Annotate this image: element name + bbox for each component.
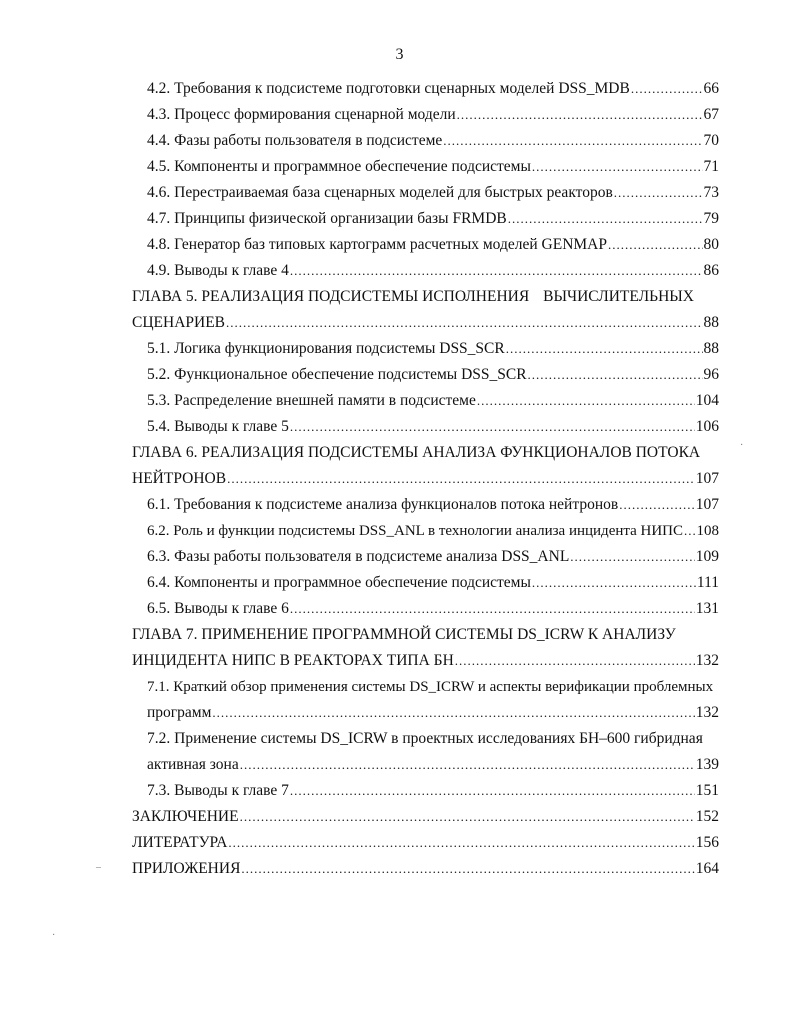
toc-entry-title: 5.4. Выводы к главе 5 [147, 418, 289, 435]
toc-entry-6-4[interactable] [147, 566, 719, 592]
toc-chapter-title: ГЛАВА 6. РЕАЛИЗАЦИЯ ПОДСИСТЕМЫ АНАЛИЗА ФУНКЦИОНАЛОВ ПОТОКА [132, 444, 701, 461]
toc-entry-6-3[interactable] [147, 540, 719, 566]
toc-entry-5-1[interactable] [147, 332, 719, 358]
toc-entry-4-7[interactable] [147, 202, 719, 228]
toc-chapter-7-line1[interactable] [132, 618, 719, 644]
toc-entry-title: 4.7. Принципы физической организации базы FRMDB [147, 210, 507, 227]
toc-chapter-title: ГЛАВА 5. РЕАЛИЗАЦИЯ ПОДСИСТЕМЫ ИСПОЛНЕНИЯ [132, 288, 530, 305]
toc-entry-4-6[interactable] [147, 176, 719, 202]
toc-entry-page: 67 [703, 106, 719, 123]
toc-entry-5-2[interactable] [147, 358, 719, 384]
toc-entry-page: 108 [696, 523, 719, 539]
dot-leader [684, 522, 695, 540]
toc-entry-6-2[interactable] [147, 514, 719, 540]
dot-leader [477, 392, 695, 410]
toc-entry-4-8[interactable] [147, 228, 719, 254]
toc-entry-title: 6.2. Роль и функции подсистемы DSS_ANL в технологии анализа инцидента НИПС [147, 523, 684, 539]
toc-entry-title: 5.2. Функциональное обеспечение подсистемы DSS_SCR [147, 366, 527, 383]
toc-entry-4-5[interactable] [147, 150, 719, 176]
toc-entry-title: 6.5. Выводы к главе 6 [147, 600, 289, 617]
dot-leader [290, 418, 695, 436]
toc-entry-page: 104 [695, 392, 719, 409]
toc-entry-7-3[interactable] [147, 774, 719, 800]
toc-entry-page: 96 [703, 366, 719, 383]
toc-entry-page: 156 [695, 834, 719, 851]
dot-leader [240, 808, 695, 826]
toc-entry-title: 4.6. Перестраиваемая база сценарных моделей для быстрых реакторов [147, 184, 613, 201]
toc-entry-5-4[interactable] [147, 410, 719, 436]
dot-leader [506, 340, 703, 358]
toc-entry-4-2[interactable] [147, 72, 719, 98]
toc-entry-5-3[interactable] [147, 384, 719, 410]
toc-entry-title: 5.1. Логика функционирования подсистемы DSS_SCR [147, 340, 505, 357]
toc-entry-7-2-line2[interactable] [147, 748, 719, 774]
toc-entry-page: 109 [695, 548, 719, 565]
dot-leader [528, 366, 703, 384]
toc-entry-page: 152 [695, 808, 719, 825]
toc-entry-page: 86 [703, 262, 719, 279]
toc-entry-title: 6.3. Фазы работы пользователя в подсистеме анализа DSS_ANL [147, 548, 570, 565]
dot-leader [226, 314, 702, 332]
toc-entry-page: 151 [695, 782, 719, 799]
toc-entry-title: 6.4. Компоненты и программное обеспечение подсистемы [147, 574, 531, 591]
toc-entry-title: ЛИТЕРАТУРА [132, 834, 228, 851]
dot-leader [227, 470, 695, 488]
toc-entry-page: 70 [703, 132, 719, 149]
dot-leader [570, 548, 694, 566]
toc-entry-title: 5.3. Распределение внешней памяти в подсистеме [147, 392, 476, 409]
toc-entry-title: 7.3. Выводы к главе 7 [147, 782, 289, 799]
scan-mark: · [52, 930, 56, 941]
dot-leader [508, 210, 703, 228]
toc-entry-title-cont: программ [147, 704, 212, 721]
toc-entry-title: 7.1. Краткий обзор применения системы DS_ICRW и аспекты верификации проблемных [147, 679, 714, 695]
toc-entry-6-5[interactable] [147, 592, 719, 618]
toc-chapter-title: ГЛАВА 7. ПРИМЕНЕНИЕ ПРОГРАММНОЙ СИСТЕМЫ DS_ICRW К АНАЛИЗУ [132, 626, 676, 643]
toc-entry-page: 79 [703, 210, 719, 227]
toc-chapter-6-line1[interactable] [132, 436, 719, 462]
toc-entry-page: 73 [703, 184, 719, 201]
dot-leader [228, 834, 694, 852]
toc-entry-page: 88 [703, 314, 719, 331]
toc-entry-page: 111 [696, 574, 719, 591]
toc-chapter-5-line2[interactable] [132, 306, 719, 332]
dot-leader [290, 262, 703, 280]
toc-entry-appendices[interactable] [132, 852, 719, 878]
toc-entry-page: 107 [695, 496, 719, 513]
dot-leader [212, 704, 694, 722]
toc-entry-title: ПРИЛОЖЕНИЯ [132, 860, 241, 877]
scan-mark: · [740, 440, 744, 451]
toc-chapter-title-cont: ВЫЧИСЛИТЕЛЬНЫХ [543, 288, 694, 305]
toc-entry-page: 80 [703, 236, 719, 253]
toc-entry-title: ЗАКЛЮЧЕНИЕ [132, 808, 239, 825]
toc-chapter-title: НЕЙТРОНОВ [132, 470, 227, 487]
toc-entry-title: 4.5. Компоненты и программное обеспечение подсистемы [147, 158, 531, 175]
toc-entry-conclusion[interactable] [132, 800, 719, 826]
toc-entry-page: 139 [695, 756, 719, 773]
dot-leader [290, 600, 695, 618]
toc-entry-page: 132 [695, 704, 719, 721]
toc-entry-page: 106 [695, 418, 719, 435]
dot-leader [532, 158, 703, 176]
page-number: 3 [395, 46, 404, 63]
scan-mark: – [96, 862, 101, 873]
toc-entry-title: 4.4. Фазы работы пользователя в подсистеме [147, 132, 443, 149]
toc-entry-title: 4.8. Генератор баз типовых картограмм расчетных моделей GENMAP [147, 236, 607, 253]
dot-leader [631, 80, 703, 98]
toc-entry-title: 4.9. Выводы к главе 4 [147, 262, 289, 279]
toc-entry-6-1[interactable] [147, 488, 719, 514]
toc-chapter-title: ИНЦИДЕНТА НИПС В РЕАКТОРАХ ТИПА БН [132, 652, 454, 669]
toc-chapter-7-line2[interactable] [132, 644, 719, 670]
toc-entry-page: 131 [695, 600, 719, 617]
toc-chapter-6-line2[interactable] [132, 462, 719, 488]
dot-leader [608, 236, 703, 254]
toc-entry-title: 4.3. Процесс формирования сценарной модели [147, 106, 456, 123]
toc-entry-page: 71 [703, 158, 719, 175]
toc-entry-page: 132 [695, 652, 719, 669]
toc-entry-page: 164 [695, 860, 719, 877]
toc-entry-title: 7.2. Применение системы DS_ICRW в проектных исследованиях БН–600 гибридная [147, 730, 703, 747]
dot-leader [619, 496, 695, 514]
dot-leader [455, 652, 695, 670]
toc-entry-title: 4.2. Требования к подсистеме подготовки сценарных моделей DSS_MDB [147, 80, 630, 97]
toc-entry-4-9[interactable] [147, 254, 719, 280]
dot-leader [240, 756, 695, 774]
toc-entry-page: 107 [695, 470, 719, 487]
dot-leader [290, 782, 695, 800]
dot-leader [457, 106, 703, 124]
dot-leader [241, 860, 694, 878]
toc-entry-title-cont: активная зона [147, 756, 239, 773]
dot-leader [443, 132, 702, 150]
toc-chapter-title: СЦЕНАРИЕВ [132, 314, 226, 331]
toc-entry-7-1-line1[interactable] [147, 670, 719, 696]
toc-entry-page: 66 [703, 80, 719, 97]
toc-entry-page: 88 [703, 340, 719, 357]
toc-entry-7-1-line2[interactable] [147, 696, 719, 722]
dot-leader [532, 574, 696, 592]
toc-entry-4-4[interactable] [147, 124, 719, 150]
dot-leader [614, 184, 703, 202]
toc-entry-title: 6.1. Требования к подсистеме анализа функционалов потока нейтронов [147, 496, 619, 513]
toc-entry-literature[interactable] [132, 826, 719, 852]
toc-entry-4-3[interactable] [147, 98, 719, 124]
toc-entry-7-2-line1[interactable] [147, 722, 719, 748]
toc-chapter-5-line1[interactable] [132, 280, 694, 306]
